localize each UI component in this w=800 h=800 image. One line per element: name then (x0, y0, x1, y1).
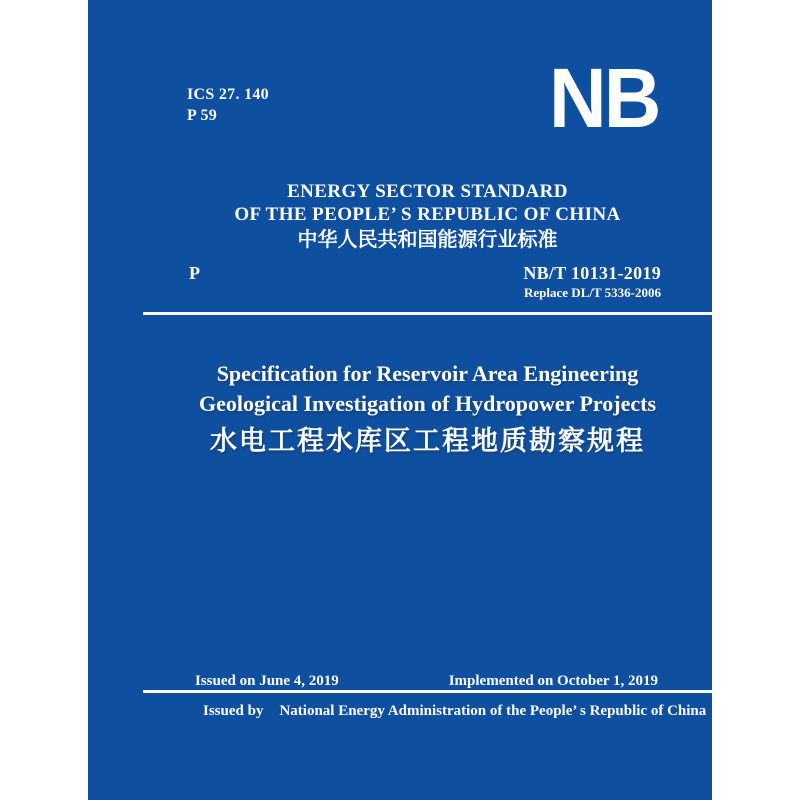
header-english-line1: ENERGY SECTOR STANDARD (287, 181, 568, 202)
class-code: P 59 (187, 107, 218, 124)
divider-bottom-rule (143, 690, 712, 693)
replaces-note: Replace DL/T 5336-2006 (524, 285, 661, 300)
ics-classification (187, 84, 269, 126)
title-chinese: 水电工程水库区工程地质勘察规程 (210, 426, 645, 456)
standard-number: NB/T 10131-2019 (523, 263, 661, 283)
ics-code: ICS 27. 140 (187, 86, 269, 103)
code-row (143, 263, 712, 283)
issue-dates-row (143, 673, 712, 690)
issued-by-value: National Energy Administration of the People’ s Republic of China (279, 703, 707, 719)
divider-top-rule (143, 312, 712, 315)
header-english-line2: OF THE PEOPLE’ S REPUBLIC OF CHINA (234, 204, 621, 225)
standard-cover (88, 0, 712, 800)
header-chinese: 中华人民共和国能源行业标准 (297, 229, 558, 251)
standard-title (143, 359, 712, 460)
issued-by-label: Issued by (203, 703, 264, 719)
issued-on-date: Issued on June 4, 2019 (195, 673, 339, 689)
title-english-line2: Geological Investigation of Hydropower Projects (198, 391, 657, 416)
doc-class-letter: P (189, 263, 200, 283)
nb-logo: NB (549, 51, 659, 145)
issued-by-row (143, 702, 712, 720)
title-english-line1: Specification for Reservoir Area Engineering (216, 361, 639, 386)
implemented-on-date: Implemented on October 1, 2019 (448, 673, 658, 689)
standard-header (143, 180, 712, 254)
